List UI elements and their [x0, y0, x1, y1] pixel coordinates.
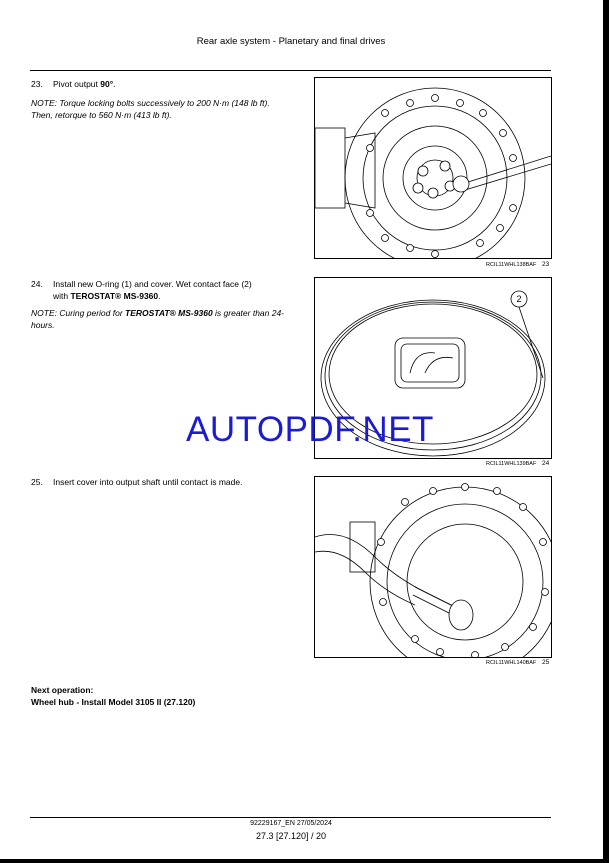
step-number: 23.	[31, 79, 43, 89]
step-number: 25.	[31, 477, 43, 487]
header-rule	[30, 70, 551, 71]
figure-24-ref: RCIL11WHL139BAF	[486, 461, 537, 467]
page-frame-right	[603, 0, 609, 863]
figure-25-image	[314, 476, 552, 658]
step-text: Insert cover into output shaft until contact is made.	[53, 477, 243, 487]
watermark: AUTOPDF.NET	[186, 410, 434, 449]
page-frame-bottom	[0, 859, 609, 863]
product-name: TEROSTAT® MS-9360	[70, 291, 159, 301]
step-number: 24.	[31, 279, 43, 289]
figure-23-number: 23	[542, 261, 550, 268]
step-text-bold: 90°	[100, 79, 114, 89]
figure-23-image	[314, 77, 552, 259]
figure-24-number: 24	[542, 460, 550, 467]
next-operation-label: Next operation:	[31, 685, 94, 695]
step-23-note: NOTE: Torque locking bolts successively to 200 N·m (148 lb ft). Then, retorque to 560 N·m (413 lb ft).	[31, 98, 270, 120]
step-24-note: NOTE: Curing period for TEROSTAT® MS-9360 is greater than 24-hours.	[31, 308, 285, 330]
step-25	[31, 476, 293, 488]
footer-page-number: 27.3 [27.120] / 20	[255, 831, 327, 841]
callout-2: 2	[516, 294, 522, 304]
figure-25-ref: RCIL11WHL140BAF	[486, 660, 537, 666]
step-24: 24. Install new O-ring (1) and cover. Wet contact face (2) with TEROSTAT® MS-9360.	[31, 279, 252, 301]
step-text: Pivot output	[53, 79, 101, 89]
step-text: Install new O-ring (1) and cover. Wet contact face (2)	[53, 279, 252, 289]
footer-rule	[30, 817, 551, 818]
figure-25-number: 25	[542, 659, 550, 666]
next-operation-link[interactable]: Wheel hub - Install Model 3105 II (27.120)	[31, 697, 196, 707]
footer-doc-id: 92229167_EN 27/05/2024	[250, 820, 332, 827]
page-header: Rear axle system - Planetary and final drives	[196, 36, 386, 47]
step-23: 23. Pivot output 90°.	[31, 79, 116, 89]
figure-23-ref: RCIL11WHL138BAF	[486, 262, 537, 268]
